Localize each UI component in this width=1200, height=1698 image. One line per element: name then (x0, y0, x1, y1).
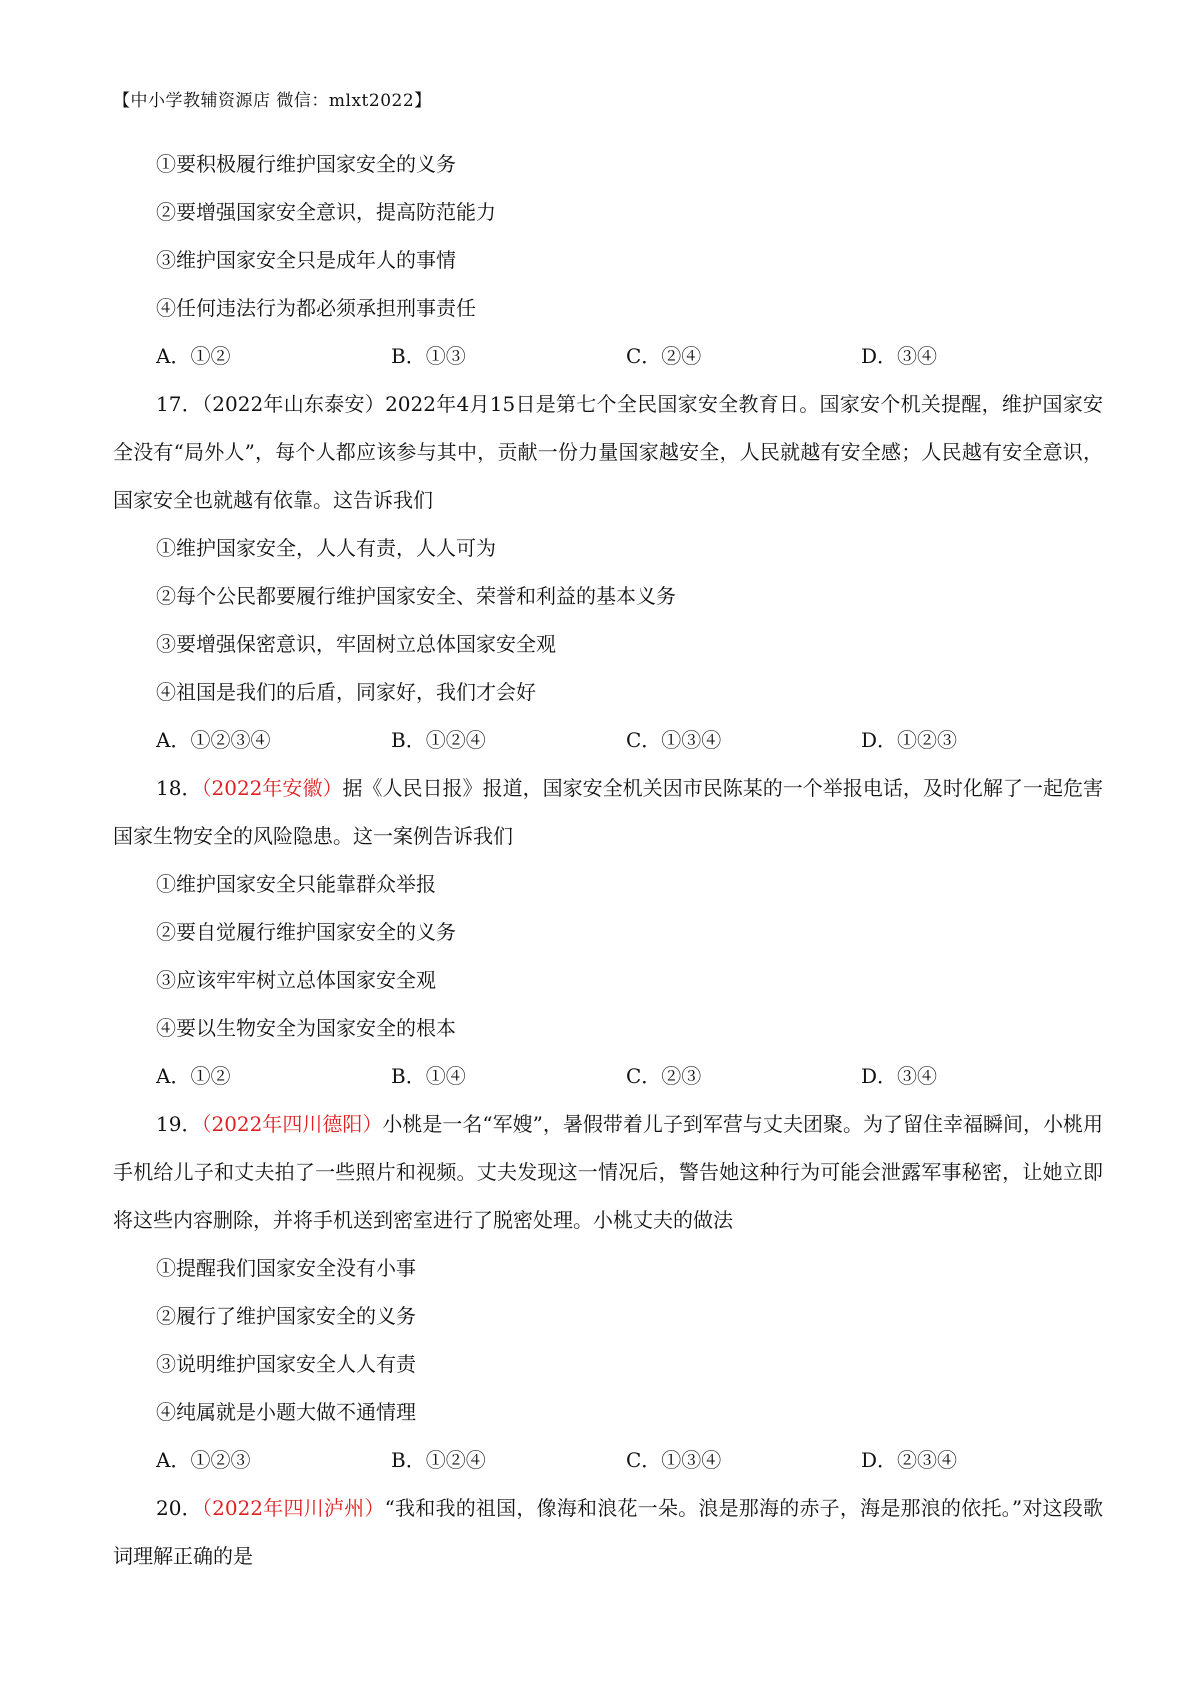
q18-stem (113, 764, 1103, 860)
q20-text: “我和我的祖国，像海和浪花一朵。浪是那海的赤子，海是那浪的依托。”对这段歌词理解正确的是 (113, 1496, 1103, 1568)
q19-number: 19． (156, 1112, 202, 1136)
q18-number: 18． (156, 776, 202, 800)
q17-source: （2022年山东泰安） (202, 392, 386, 416)
q16-option-3: ③维护国家安全只是成年人的事情 (156, 248, 456, 272)
q17-choice-c: C．①③④ (626, 728, 722, 752)
q17-option-2: ②每个公民都要履行维护国家安全、荣誉和利益的基本义务 (156, 584, 676, 608)
q19-stem (113, 1100, 1103, 1244)
q19-choice-b: B．①②④ (391, 1448, 486, 1472)
q20-stem (113, 1484, 1103, 1580)
q17-option-4: ④祖国是我们的后盾，同家好，我们才会好 (156, 680, 536, 704)
q17-choices (113, 716, 1103, 764)
question-19 (113, 1100, 1103, 1484)
question-18 (113, 764, 1103, 1100)
q19-source: （2022年四川德阳） (201, 1112, 383, 1136)
q17-choice-a: A．①②③④ (156, 728, 271, 752)
q17-option-3: ③要增强保密意识，牢固树立总体国家安全观 (156, 632, 556, 656)
q16-choice-b: B．①③ (391, 344, 466, 368)
q18-option-3: ③应该牢牢树立总体国家安全观 (156, 968, 436, 992)
q19-option-2: ②履行了维护国家安全的义务 (156, 1304, 416, 1328)
q16-choices (113, 332, 1103, 380)
q16-choice-c: C．②④ (626, 344, 702, 368)
q18-choice-c: C．②③ (626, 1064, 702, 1088)
q18-option-2: ②要自觉履行维护国家安全的义务 (156, 920, 456, 944)
page-header: 【中小学教辅资源店 微信：mlxt2022】 (113, 91, 432, 111)
question-16 (113, 140, 1103, 380)
q18-choices (113, 1052, 1103, 1100)
q17-text: 2022年4月15日是第七个全民国家安全教育日。国家安个机关提醒，维护国家安全没有“局外人”，每个人都应该参与其中，贡献一份力量国家越安全，人民就越有安全感；人民越有安全意识，国家安全也就越有依靠。这告诉我们 (113, 392, 1104, 512)
q17-choice-b: B．①②④ (391, 728, 486, 752)
q17-option-1: ①维护国家安全，人人有责，人人可为 (156, 536, 496, 560)
q18-choice-b: B．①④ (391, 1064, 466, 1088)
q17-number: 17． (156, 392, 202, 416)
q19-text: 小桃是一名“军嫂”，暑假带着儿子到军营与丈夫团聚。为了留住幸福瞬间，小桃用手机给儿子和丈夫拍了一些照片和视频。丈夫发现这一情况后，警告她这种行为可能会泄露军事秘密，让她立即将这些内容删除，并将手机送到密室进行了脱密处理。小桃丈夫的做法 (113, 1112, 1104, 1232)
q19-option-3: ③说明维护国家安全人人有责 (156, 1352, 416, 1376)
q16-choice-a: A．①② (156, 344, 231, 368)
q18-option-4: ④要以生物安全为国家安全的根本 (156, 1016, 456, 1040)
q18-option-1: ①维护国家安全只能靠群众举报 (156, 872, 436, 896)
document-body (113, 140, 1103, 1580)
q18-choice-d: D．③④ (861, 1064, 938, 1088)
q16-option-1: ①要积极履行维护国家安全的义务 (156, 152, 456, 176)
q19-choice-d: D．②③④ (861, 1448, 958, 1472)
q18-source: （2022年安徽） (201, 776, 343, 800)
q20-number: 20． (156, 1496, 202, 1520)
q17-choice-d: D．①②③ (861, 728, 958, 752)
q20-source: （2022年四川泸州） (201, 1496, 385, 1520)
q19-choice-c: C．①③④ (626, 1448, 722, 1472)
q19-option-4: ④纯属就是小题大做不通情理 (156, 1400, 416, 1424)
q19-option-1: ①提醒我们国家安全没有小事 (156, 1256, 416, 1280)
q18-choice-a: A．①② (156, 1064, 231, 1088)
q18-text: 据《人民日报》报道，国家安全机关因市民陈某的一个举报电话，及时化解了一起危害国家生物安全的风险隐患。这一案例告诉我们 (113, 776, 1103, 848)
q16-choice-d: D．③④ (861, 344, 938, 368)
q16-option-2: ②要增强国家安全意识，提高防范能力 (156, 200, 496, 224)
question-20 (113, 1484, 1103, 1580)
q19-choices (113, 1436, 1103, 1484)
question-17 (113, 380, 1103, 764)
q17-stem (113, 380, 1103, 524)
q19-choice-a: A．①②③ (156, 1448, 251, 1472)
q16-option-4: ④任何违法行为都必须承担刑事责任 (156, 296, 476, 320)
